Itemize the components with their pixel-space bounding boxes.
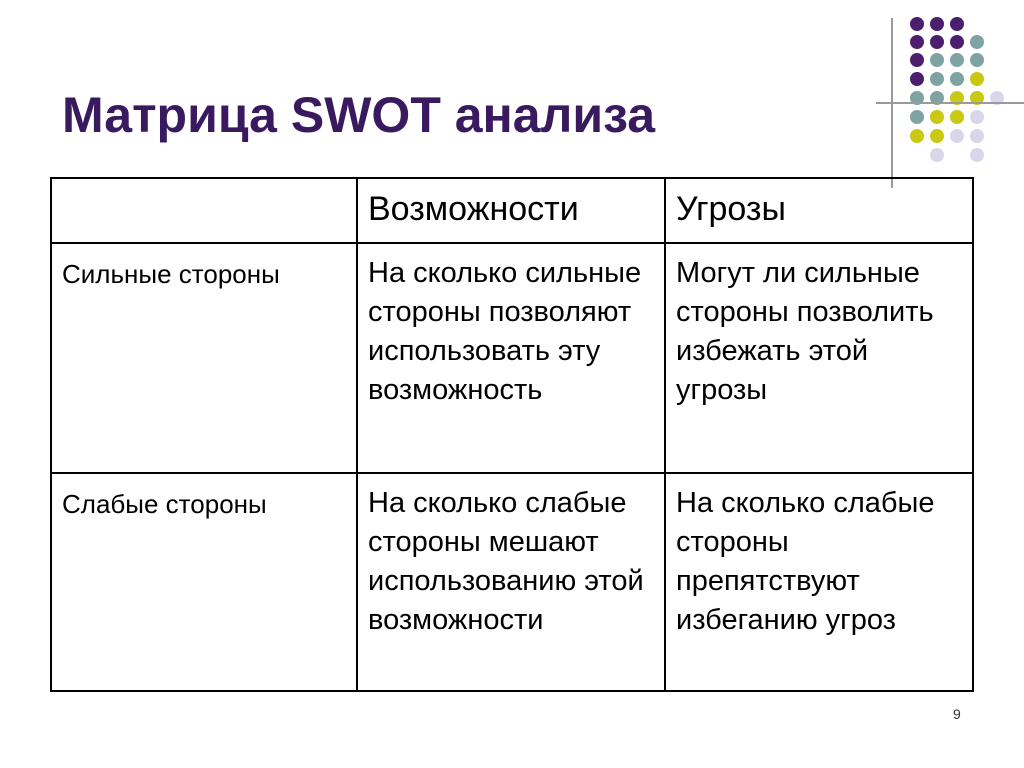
- slide-title: Матрица SWOT анализа: [62, 87, 656, 143]
- decor-dot: [910, 17, 924, 31]
- decor-dot: [910, 53, 924, 67]
- cell-weaknesses-threats: На сколько слабые стороны препятствуют избеганию угроз: [665, 473, 973, 691]
- swot-matrix-table: [50, 177, 974, 692]
- decor-dot: [950, 17, 964, 31]
- decor-dot: [910, 110, 924, 124]
- decor-dot: [970, 72, 984, 86]
- decor-dot: [930, 110, 944, 124]
- decor-dot: [950, 35, 964, 49]
- decor-dot: [930, 148, 944, 162]
- decor-dot: [950, 72, 964, 86]
- table-header-row: [51, 178, 973, 243]
- decor-dot: [950, 129, 964, 143]
- decor-dot: [970, 148, 984, 162]
- decor-dot: [930, 72, 944, 86]
- decor-dot: [930, 17, 944, 31]
- decor-dot: [910, 129, 924, 143]
- decor-dot: [950, 53, 964, 67]
- decor-dot: [930, 35, 944, 49]
- decor-dot: [970, 53, 984, 67]
- decor-dot: [970, 110, 984, 124]
- cell-weaknesses-opportunities: На сколько слабые стороны мешают использованию этой возможности: [357, 473, 665, 691]
- decor-dot: [930, 53, 944, 67]
- decor-dot: [910, 35, 924, 49]
- cell-strengths-threats: Могут ли сильные стороны позволить избежать этой угрозы: [665, 243, 973, 473]
- page-number: 9: [953, 706, 961, 722]
- table-row: [51, 473, 973, 691]
- table-row: [51, 243, 973, 473]
- decor-dot: [970, 129, 984, 143]
- decor-horizontal-line: [876, 102, 1024, 104]
- cell-strengths-opportunities: На сколько сильные стороны позволяют использовать эту возможность: [357, 243, 665, 473]
- header-opportunities: Возможности: [357, 178, 665, 243]
- row-label-strengths: Сильные стороны: [51, 243, 357, 473]
- decor-dot: [950, 110, 964, 124]
- decorative-dot-grid: [0, 0, 1024, 200]
- decor-dot: [930, 129, 944, 143]
- header-corner-cell: [51, 178, 357, 243]
- decor-dot: [910, 72, 924, 86]
- decor-dot: [970, 35, 984, 49]
- row-label-weaknesses: Слабые стороны: [51, 473, 357, 691]
- header-threats: Угрозы: [665, 178, 973, 243]
